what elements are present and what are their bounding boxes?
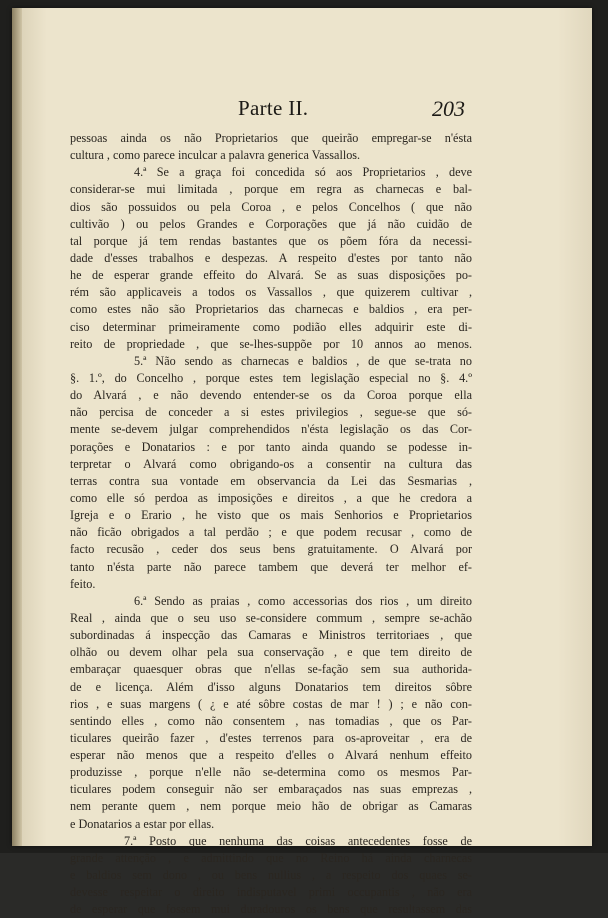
text-line: cultivão ) ou pelos Grandes e Corporações que já não cuidão de bbox=[70, 216, 472, 231]
text-line: não ficão obrigados a tal perdão ; e que podem recusar , como de bbox=[70, 525, 472, 540]
text-line: do Alvará , e não devendo entender-se os da Coroa porque ella bbox=[70, 388, 472, 403]
text-line: ciso determinar primeiramente como podião elles adquirir este di- bbox=[70, 319, 472, 334]
text-line: devesse respeitar o direito indisputavel primi occupantis , não era bbox=[70, 885, 472, 900]
text-line: ticulares queirão fazer , d'estes terrenos para os-aproveitar , era de bbox=[70, 730, 472, 745]
text-line: e baldios sem dono , ou bens nullius , a respeito dos quaes se- bbox=[70, 868, 472, 883]
text-line: embaraçar quaesquer obras que n'ellas se-fação sem sua authorida- bbox=[70, 662, 472, 677]
text-line: nem perante quem , nem porque meio hão de obrigar as Camaras bbox=[70, 799, 472, 814]
text-line: sentindo elles , como não consentem , nas tomadias , que os Par- bbox=[70, 713, 472, 728]
text-line: ticulares podem conseguir não ser embaraçados nas suas emprezas , bbox=[70, 782, 472, 797]
text-line: considerar-se mui limitada , porque em regra as charnecas e bal- bbox=[70, 182, 472, 197]
paragraph-5-start: 5.ª Não sendo as charnecas e baldios , de que se-trata no bbox=[134, 353, 472, 368]
text-line: porações e Donatarios : e por tanto ainda quando se podesse in- bbox=[70, 439, 472, 454]
text-line: terras contra sua vontade em observancia da Lei das Sesmarias , bbox=[70, 473, 472, 488]
text-line: §. 1.º, do Concelho , porque estes tem legislação especial no §. 4.º bbox=[70, 370, 472, 385]
text-line: como estes não são Proprietarios das charnecas e baldios , era per- bbox=[70, 302, 472, 317]
body-text bbox=[70, 130, 472, 918]
binding-gutter bbox=[12, 8, 22, 846]
text-line: pessoas ainda os não Proprietarios que queirão empregar-se n'ésta bbox=[70, 131, 472, 145]
book-page bbox=[12, 8, 592, 917]
text-line: de e licença. Além d'isso alguns Donatarios tem direitos sôbre bbox=[70, 679, 472, 694]
text-line: feito. bbox=[70, 576, 96, 591]
paragraph-6-start: 6.ª Sendo as praias , como accessorias dos rios , um direito bbox=[134, 593, 472, 608]
text-line: terpretar o Alvará como obrigando-os a consentir na cultura das bbox=[70, 456, 472, 471]
text-line: cultura , como parece inculcar a palavra generica Vassallos. bbox=[70, 148, 361, 163]
text-line: e Donatarios a estar por ellas. bbox=[70, 816, 215, 831]
text-line: como elle só perdoa as imposições e direitos , a que he credora a bbox=[70, 490, 472, 505]
text-line: Igreja e o Erario , he visto que os mais Senhorios e Proprietarios bbox=[70, 508, 472, 523]
paragraph-7-start: 7.ª Posto que nenhuma das coisas antecedentes fosse de bbox=[124, 833, 472, 848]
text-line: mente se-devem julgar comprehendidos n'ésta legislação os das Cor- bbox=[70, 422, 472, 437]
text-line: he de esperar grande effeito do Alvará. Se as suas disposições po- bbox=[70, 268, 472, 283]
text-line: dade d'esses trabalhos e despezas. A respeito d'estes por tanto não bbox=[70, 250, 472, 265]
text-line: tal porque já tem rendas bastantes que os põem fóra da necessi- bbox=[70, 233, 472, 248]
text-line: reito de propriedade , que se-lhes-suppõe por 10 annos ao menos. bbox=[70, 336, 472, 351]
text-line: não percisa de conceder a si estes privilegios , segue-se que só- bbox=[70, 405, 472, 420]
paragraph-4-start: 4.ª Se a graça foi concedida só aos Proprietarios , deve bbox=[134, 165, 472, 180]
text-line: rios , e suas margens ( ¿ e até sôbre costas de mar ! ) ; e não con- bbox=[70, 696, 472, 711]
text-line: tanto n'ésta parte não parece tambem que deverá ter melhor ef- bbox=[70, 559, 472, 574]
text-line: grande attenção , e admittindo que no Reino há ainda charnecas bbox=[70, 850, 472, 865]
text-line: subordinadas á inspecção das Camaras e Ministros territoriaes , que bbox=[70, 628, 472, 643]
text-line: Real , ainda que o seu uso se-considere commum , sempre se-achão bbox=[70, 610, 472, 625]
text-line: olhão ou devem olhar pela sua conservação , e que tem direito de bbox=[70, 645, 472, 660]
text-line: facto recusão , ceder dos seus bens gratuitamente. O Alvará por bbox=[70, 542, 472, 557]
text-line: produzisse , porque n'elle não se-determina como os mesmos Par- bbox=[70, 765, 472, 780]
text-line: rém são applicaveis a todos os Vassallos , que quizerem cultivar , bbox=[70, 285, 472, 300]
text-line: dios são possuidos ou pela Coroa , e pelos Concelhos ( que não bbox=[70, 199, 472, 214]
running-title: Parte II. bbox=[238, 96, 309, 120]
text-line: esperar não menos que a respeito d'elles o Alvará nenhum effeito bbox=[70, 748, 472, 763]
page-header bbox=[12, 96, 592, 126]
page-number: 203 bbox=[432, 96, 465, 121]
text-line: de esperar que fossem mui duradouros os bens que resultassem das bbox=[70, 902, 472, 917]
